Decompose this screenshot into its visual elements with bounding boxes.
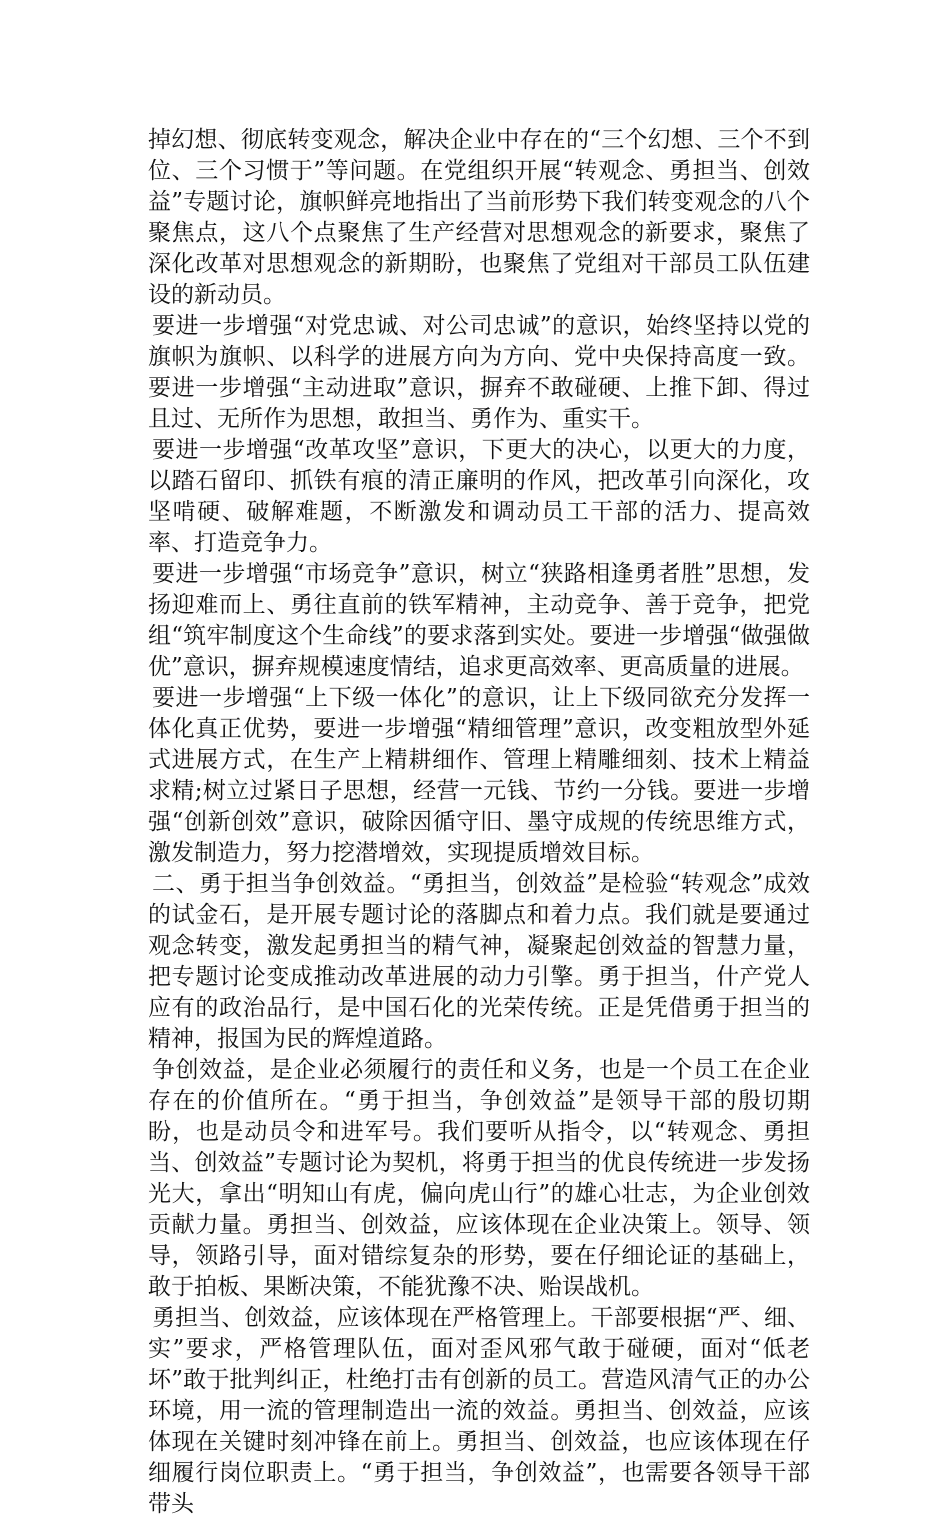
paragraph-4: 要进一步增强“市场竞争”意识，树立“狭路相逢勇者胜”思想，发扬迎难而上、勇往直前的铁军精神，主动竞争、善于竞争，把党组“筑牢制度这个生命线”的要求落到实处。要进一步增强“做强做优”意识，摒弃规模速度情结，追求更高效率、更高质量的进展。 [148, 561, 810, 680]
document-page [148, 125, 810, 1520]
paragraph-1: 掉幻想、彻底转变观念，解决企业中存在的“三个幻想、三个不到位、三个习惯于”等问题。在党组织开展“转观念、勇担当、创效益”专题讨论，旗帜鲜亮地指出了当前形势下我们转变观念的八个聚焦点，这八个点聚焦了生产经营对思想观念的新要求，聚焦了深化改革对思想观念的新期盼，也聚焦了党组对干部员工队伍建设的新动员。 [148, 127, 810, 308]
paragraph-6: 二、勇于担当争创效益。“勇担当，创效益”是检验“转观念”成效的试金石，是开展专题讨论的落脚点和着力点。我们就是要通过观念转变，激发起勇担当的精气神，凝聚起创效益的智慧力量，把专题讨论变成推动改革进展的动力引擎。勇于担当，什产党人应有的政治品行，是中国石化的光荣传统。正是凭借勇于担当的精神，报国为民的辉煌道路。 [148, 871, 810, 1052]
paragraph-3: 要进一步增强“改革攻坚”意识，下更大的决心，以更大的力度，以踏石留印、抓铁有痕的清正廉明的作风，把改革引向深化，攻坚啃硬、破解难题，不断激发和调动员工干部的活力、提高效率、打造竞争力。 [148, 437, 810, 556]
paragraph-2: 要进一步增强“对党忠诚、对公司忠诚”的意识，始终坚持以党的旗帜为旗帜、以科学的进展方向为方向、党中央保持高度一致。要进一步增强“主动进取”意识，摒弃不敢碰硬、上推下卸、得过且过、无所作为思想，敢担当、勇作为、重实干。 [148, 313, 810, 432]
paragraph-5: 要进一步增强“上下级一体化”的意识，让上下级同欲充分发挥一体化真正优势，要进一步增强“精细管理”意识，改变粗放型外延式进展方式，在生产上精耕细作、管理上精雕细刻、技术上精益求精;树立过紧日子思想，经营一元钱、节约一分钱。要进一步增强“创新创效”意识，破除因循守旧、墨守成规的传统思维方式，激发制造力，努力挖潜增效，实现提质增效目标。 [148, 685, 810, 866]
paragraph-7: 争创效益，是企业必须履行的责任和义务，也是一个员工在企业存在的价值所在。“勇于担当，争创效益”是领导干部的殷切期盼，也是动员令和进军号。我们要听从指令，以“转观念、勇担当、创效益”专题讨论为契机，将勇于担当的优良传统进一步发扬光大，拿出“明知山有虎，偏向虎山行”的雄心壮志，为企业创效贡献力量。勇担当、创效益，应该体现在企业决策上。领导、领导，领路引导，面对错综复杂的形势，要在仔细论证的基础上，敢于拍板、果断决策，不能犹豫不决、贻误战机。 [148, 1057, 810, 1300]
paragraph-8: 勇担当、创效益，应该体现在严格管理上。干部要根据“严、细、实”要求，严格管理队伍，面对歪风邪气敢于碰硬，面对“低老坏”敢于批判纠正，杜绝打击有创新的员工。营造风清气正的办公环境，用一流的管理制造出一流的效益。勇担当、创效益，应该体现在关键时刻冲锋在前上。勇担当、创效益，也应该体现在仔细履行岗位职责上。“勇于担当，争创效益”，也需要各领导干部带头 [148, 1305, 810, 1517]
